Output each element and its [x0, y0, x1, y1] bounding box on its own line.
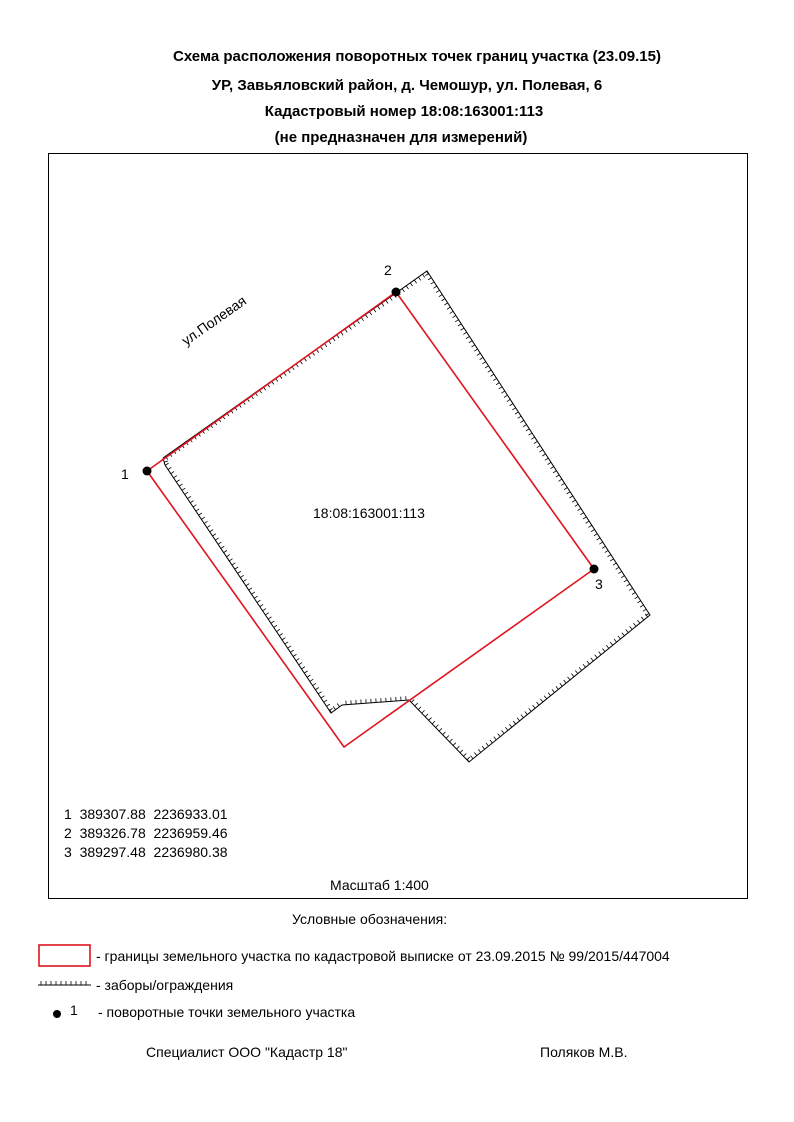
legend-boundary-symbol [39, 945, 90, 966]
legend-title: Условные обозначения: [292, 911, 448, 927]
point-label-2: 2 [384, 262, 392, 278]
map-scale: Масштаб 1:400 [330, 877, 429, 893]
point-label-1: 1 [121, 466, 129, 482]
specialist-label: Специалист ООО "Кадастр 18" [146, 1044, 348, 1060]
coord-row-3: 3 389297.48 2236980.38 [64, 844, 228, 860]
turning-point-1 [143, 467, 152, 476]
specialist-name: Поляков М.В. [540, 1044, 628, 1060]
cadastral-number-line: Кадастровый номер 18:08:163001:113 [264, 103, 544, 120]
document-title: Схема расположения поворотных точек границ участка (23.09.15) [173, 48, 661, 65]
legend-point-text: - поворотные точки земельного участка [98, 1004, 356, 1020]
disclaimer-line: (не предназначен для измерений) [274, 129, 528, 146]
legend-fence-text: - заборы/ограждения [96, 977, 234, 993]
turning-point-3 [590, 565, 599, 574]
legend-point-number: 1 [70, 1002, 78, 1018]
address-line: УР, Завьяловский район, д. Чемошур, ул. Полевая, 6 [211, 77, 603, 94]
legend-fence-symbol [38, 981, 91, 985]
legend-boundary-text: - границы земельного участка по кадастровой выписке от 23.09.2015 № 99/2015/447004 [96, 948, 670, 964]
point-label-3: 3 [595, 576, 603, 592]
turning-point-2 [392, 288, 401, 297]
coord-row-1: 1 389307.88 2236933.01 [64, 806, 228, 822]
map-frame [49, 154, 748, 899]
legend-point-symbol [53, 1010, 61, 1018]
coord-row-2: 2 389326.78 2236959.46 [64, 825, 228, 841]
parcel-label: 18:08:163001:113 [313, 505, 425, 521]
street-label: ул.Полевая [178, 292, 250, 349]
